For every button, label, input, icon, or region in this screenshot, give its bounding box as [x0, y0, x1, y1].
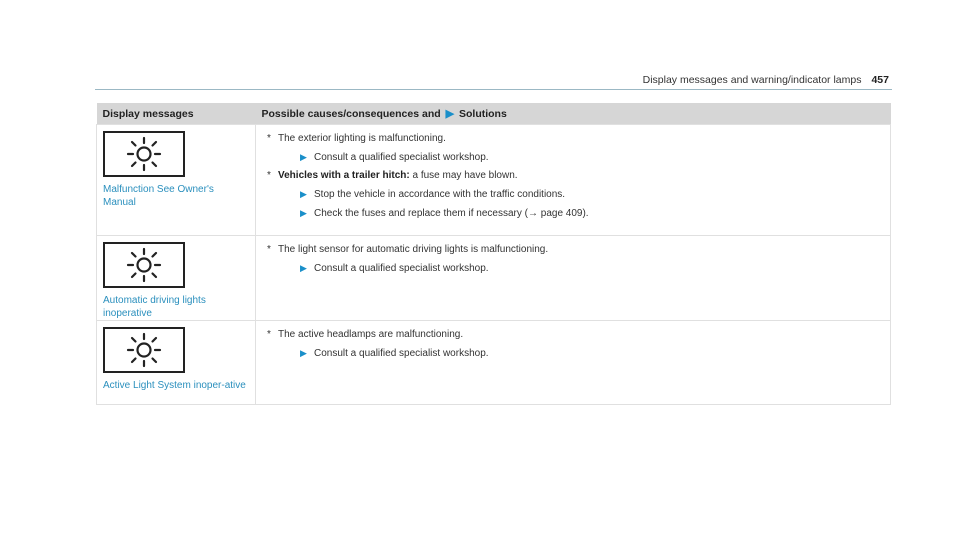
cause-item — [267, 169, 890, 182]
arrow-right-icon: ▶ — [300, 348, 307, 358]
cause-text: The exterior lighting is malfunctioning. — [278, 133, 446, 144]
page-number: 457 — [871, 74, 889, 86]
display-message-text: Malfunction See Owner's Manual — [103, 184, 214, 208]
solution-step — [300, 151, 890, 164]
solution-step — [300, 188, 890, 201]
solution-step — [300, 262, 890, 275]
arrow-right-icon: ▶ — [300, 208, 307, 218]
cause-item — [267, 328, 890, 341]
exterior-lighting-malfunction-icon — [103, 242, 185, 288]
arrow-right-icon: ▶ — [300, 152, 307, 162]
step-text: Stop the vehicle in accordance with the traffic conditions. — [314, 189, 566, 200]
cause-text: a fuse may have blown. — [412, 170, 518, 181]
display-message-text: Automatic driving lights inoperative — [103, 295, 206, 319]
step-text: Consult a qualified specialist workshop. — [314, 152, 489, 163]
cause-text: The light sensor for automatic driving lights is malfunctioning. — [278, 244, 549, 255]
asterisk-marker: * — [267, 329, 271, 340]
arrow-right-icon: ▶ — [300, 189, 307, 199]
solution-step — [300, 207, 890, 220]
cause-item — [267, 243, 890, 256]
solutions-cell — [256, 236, 891, 321]
message-cell — [97, 321, 256, 405]
cause-item — [267, 132, 890, 145]
arrow-right-icon: ▶ — [300, 263, 307, 273]
step-text: Consult a qualified specialist workshop. — [314, 348, 489, 359]
cause-condition: Vehicles with a trailer hitch: — [278, 170, 410, 181]
exterior-lighting-malfunction-icon — [103, 131, 185, 177]
col-header-solutions — [256, 103, 891, 125]
arrow-right-icon: ▶ — [445, 108, 455, 120]
display-messages-table — [96, 103, 891, 405]
table-row — [97, 321, 891, 405]
asterisk-marker: * — [267, 170, 271, 181]
asterisk-marker: * — [267, 244, 271, 255]
solution-step — [300, 347, 890, 360]
col-header-display-messages: Display messages — [97, 103, 256, 125]
table-header-row — [97, 103, 891, 125]
col-header-causes-text: Possible causes/consequences and — [261, 108, 441, 120]
cause-text: The active headlamps are malfunctioning. — [278, 329, 464, 340]
exterior-lighting-malfunction-icon — [103, 327, 185, 373]
asterisk-marker: * — [267, 133, 271, 144]
step-text: Check the fuses and replace them if necessary (→ page 409). — [314, 208, 589, 219]
message-cell — [97, 125, 256, 236]
running-head-title: Display messages and warning/indicator lamps — [642, 74, 862, 86]
message-cell — [97, 236, 256, 321]
table-row — [97, 236, 891, 321]
header-rule — [95, 89, 892, 90]
table-row — [97, 125, 891, 236]
display-message-text: Active Light System inoper-ative — [103, 380, 246, 391]
solutions-cell — [256, 125, 891, 236]
running-head — [643, 74, 889, 86]
step-text: Consult a qualified specialist workshop. — [314, 263, 489, 274]
col-header-solutions-text: Solutions — [458, 108, 507, 120]
solutions-cell — [256, 321, 891, 405]
